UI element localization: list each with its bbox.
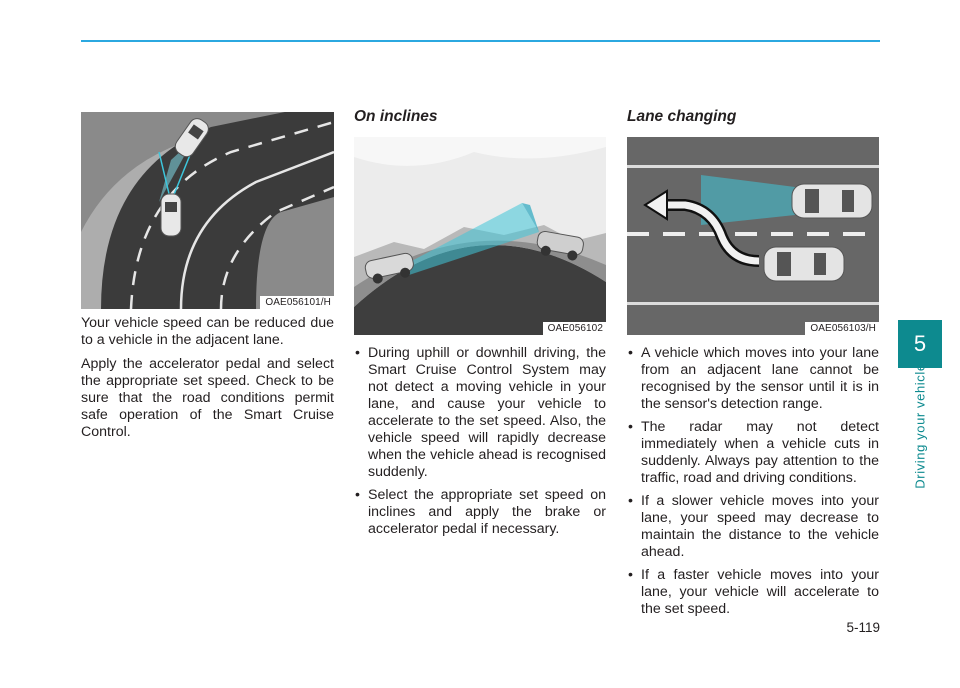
paragraph: Apply the accelerator pedal and select the appropriate set speed. Check to be sure that the road conditions permit safe operation of the Smart Cruise Control. bbox=[81, 356, 334, 440]
left-text bbox=[81, 315, 334, 441]
page-number: 5-119 bbox=[846, 620, 880, 635]
list-item: • If a faster vehicle moves into your lane, your vehicle will accelerate to the set speed. bbox=[627, 567, 879, 618]
section-heading-inclines: On inclines bbox=[354, 108, 438, 125]
figure-code: OAE056102 bbox=[543, 322, 606, 335]
hill-road-illustration bbox=[354, 137, 606, 335]
list-item: • Select the appropriate set speed on inclines and apply the brake or accelerator pedal if necessary. bbox=[354, 487, 606, 538]
lane-change-figure bbox=[627, 137, 879, 335]
incline-bullets bbox=[354, 345, 606, 544]
section-heading-lane-changing: Lane changing bbox=[627, 108, 737, 125]
curved-road-figure bbox=[81, 112, 334, 309]
paragraph: Your vehicle speed can be reduced due to a vehicle in the adjacent lane. bbox=[81, 315, 334, 348]
header-rule bbox=[81, 40, 880, 42]
incline-figure bbox=[354, 137, 606, 335]
chapter-tab: 5 bbox=[898, 320, 942, 368]
figure-code: OAE056103/H bbox=[805, 322, 879, 335]
figure-code: OAE056101/H bbox=[260, 296, 334, 309]
list-item: • A vehicle which moves into your lane from an adjacent lane cannot be recognised by the sensor until it is in the sensor's detection range. bbox=[627, 345, 879, 413]
list-item: • If a slower vehicle moves into your lane, your speed may decrease to maintain the distance to the vehicle ahead. bbox=[627, 493, 879, 561]
lane-change-illustration bbox=[627, 137, 879, 335]
curved-road-illustration bbox=[81, 112, 334, 309]
chapter-title: Driving your vehicle bbox=[912, 363, 928, 489]
list-item: • The radar may not detect immediately when a vehicle cuts in suddenly. Always pay attention to the traffic, road and driving conditions. bbox=[627, 419, 879, 487]
lane-change-bullets bbox=[627, 345, 879, 624]
list-item: • During uphill or downhill driving, the Smart Cruise Control System may not detect a moving vehicle in your lane, and cause your vehicle to accelerate to the set speed. Also, the vehicle speed will rapidly decrease when the vehicle ahead is recognised suddenly. bbox=[354, 345, 606, 481]
